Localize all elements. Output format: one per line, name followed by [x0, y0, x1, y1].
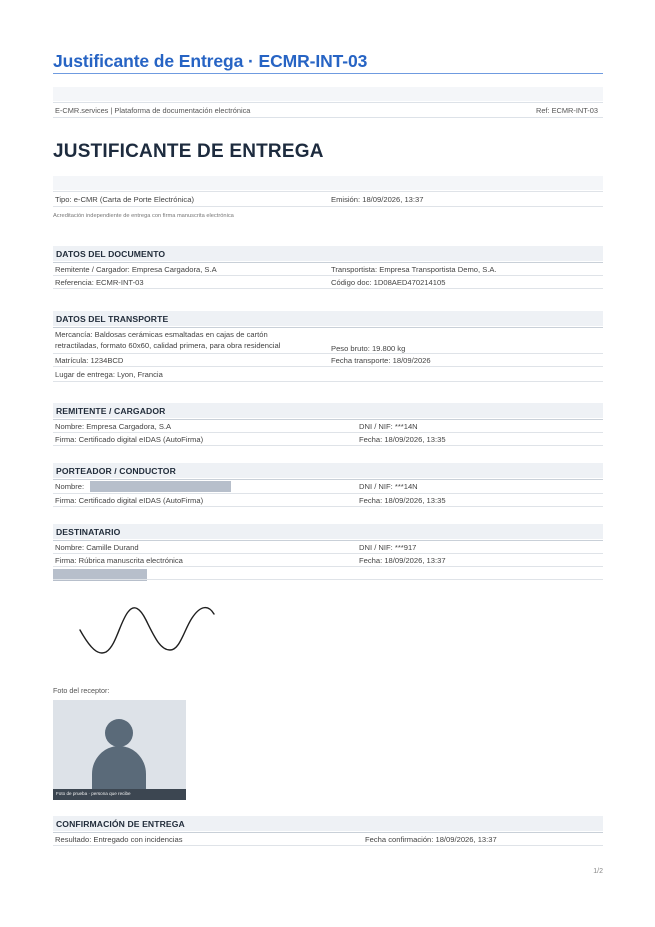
meta-divider-bottom [53, 206, 603, 207]
confirmation-date-field: Fecha confirmación: 18/09/2026, 13:37 [365, 835, 497, 844]
row-divider [53, 366, 603, 367]
section-heading: PORTEADOR / CONDUCTOR [56, 466, 176, 476]
section-heading: DESTINATARIO [56, 527, 121, 537]
plate-field: Matrícula: 1234BCD [55, 356, 124, 365]
recipient-signature-date: Fecha: 18/09/2026, 13:37 [359, 556, 446, 565]
row-divider [53, 493, 603, 494]
section-delivery-confirmation [53, 816, 603, 831]
section-heading: REMITENTE / CARGADOR [56, 406, 166, 416]
reference-field: Referencia: ECMR-INT-03 [55, 278, 144, 287]
document-type: Tipo: e-CMR (Carta de Porte Electrónica) [55, 195, 194, 204]
photo-caption: Foto de prueba · persona que recibe [56, 791, 131, 796]
recipient-name-field: Nombre: Camille Durand [55, 543, 139, 552]
page-heading: JUSTIFICANTE DE ENTREGA [53, 141, 324, 162]
sender-name-field: Nombre: Empresa Cargadora, S.A [55, 422, 172, 431]
section-divider [53, 540, 603, 541]
meta-divider-top [53, 191, 603, 192]
section-document-data [53, 246, 603, 261]
sender-signature-field: Firma: Certificado digital eIDAS (AutoFirma) [55, 435, 204, 444]
row-divider [53, 845, 603, 846]
page-number: 1/2 [593, 868, 603, 875]
delivery-place-field: Lugar de entrega: Lyon, Francia [55, 370, 163, 379]
section-heading: DATOS DEL TRANSPORTE [56, 314, 169, 324]
document-code-field: Código doc: 1D08AED470214105 [331, 278, 446, 287]
recipient-id-field: DNI / NIF: ***917 [359, 543, 417, 552]
meta-band [53, 176, 603, 190]
platform-label: E-CMR.services | Plataforma de documentación electrónica [55, 106, 251, 115]
reference-label: Ref: ECMR-INT-03 [535, 106, 598, 115]
section-divider [53, 419, 603, 420]
photo-caption-bar [53, 789, 186, 800]
row-divider [53, 579, 603, 580]
person-head-icon [105, 719, 133, 747]
photo-label: Foto del receptor: [53, 686, 110, 695]
row-divider [53, 353, 603, 354]
delivery-result-field: Resultado: Entregado con incidencias [55, 835, 183, 844]
transport-date-field: Fecha transporte: 18/09/2026 [331, 356, 431, 365]
goods-field-line1: Mercancía: Baldosas cerámicas esmaltadas en cajas de cartón [55, 330, 268, 339]
handwritten-signature [76, 600, 220, 660]
row-divider [53, 553, 603, 554]
section-driver [53, 463, 603, 478]
document-title: Justificante de Entrega · ECMR-INT-03 [53, 51, 368, 71]
header-divider-top [53, 102, 603, 103]
section-divider [53, 327, 603, 328]
header-divider-bottom [53, 117, 603, 118]
carrier-field: Transportista: Empresa Transportista Demo, S.A. [331, 265, 497, 274]
row-divider [53, 432, 603, 433]
recipient-signature-field: Firma: Rúbrica manuscrita electrónica [55, 556, 183, 565]
title-divider [53, 73, 603, 74]
section-recipient [53, 524, 603, 539]
issue-date: Emisión: 18/09/2026, 13:37 [331, 195, 424, 204]
driver-id-field: DNI / NIF: ***14N [359, 482, 418, 491]
row-divider [53, 445, 603, 446]
sender-id-field: DNI / NIF: ***14N [359, 422, 418, 431]
accreditation-note: Acreditación independiente de entrega con firma manuscrita electrónica [53, 213, 234, 219]
goods-field-line2: retractiladas, formato 60x60, calidad primera, para obra residencial [55, 341, 281, 350]
section-transport-data [53, 311, 603, 326]
section-divider [53, 832, 603, 833]
redacted-driver-name [90, 481, 231, 492]
sender-signature-date: Fecha: 18/09/2026, 13:35 [359, 435, 446, 444]
section-divider [53, 262, 603, 263]
row-divider [53, 381, 603, 382]
section-divider [53, 479, 603, 480]
section-heading: DATOS DEL DOCUMENTO [56, 249, 166, 259]
sender-field: Remitente / Cargador: Empresa Cargadora, S.A [55, 265, 217, 274]
section-sender [53, 403, 603, 418]
receiver-photo [53, 700, 186, 800]
driver-name-field: Nombre: [55, 482, 85, 491]
row-divider [53, 566, 603, 567]
row-divider [53, 506, 603, 507]
header-band [53, 87, 603, 101]
section-heading: CONFIRMACIÓN DE ENTREGA [56, 819, 185, 829]
driver-signature-date: Fecha: 18/09/2026, 13:35 [359, 496, 446, 505]
row-divider [53, 288, 603, 289]
row-divider [53, 275, 603, 276]
driver-signature-field: Firma: Certificado digital eIDAS (AutoFirma) [55, 496, 204, 505]
gross-weight-field: Peso bruto: 19.800 kg [331, 344, 406, 353]
